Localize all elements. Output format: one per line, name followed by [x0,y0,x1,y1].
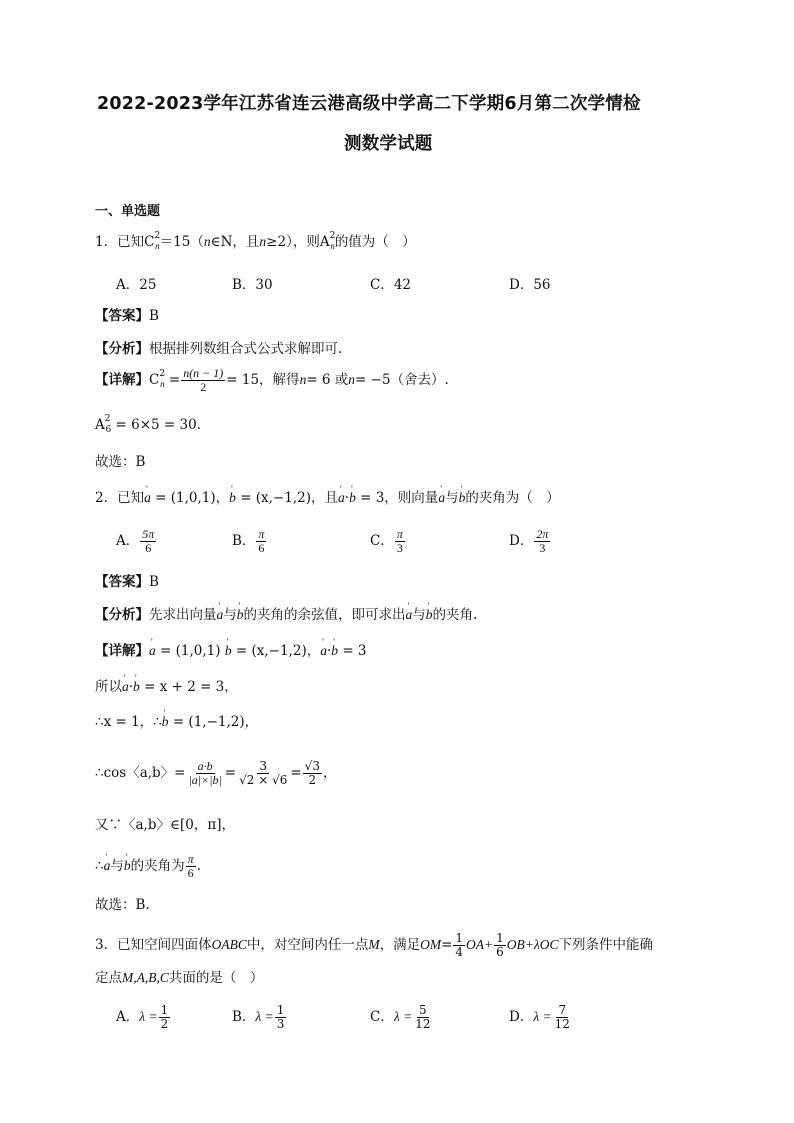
doc-title-line2: 测数学试题 [344,134,433,154]
q2-stem: 2．已知' a = (1,0,1)，' b = (x,−1,2)，且' a·' b = 3，则向量' a与' b的夹角为（ ） [95,489,560,507]
q2-step3: ∴cos〈a,b〉= $\frac{a\cdot b}{|a|\times|b|}$ = $\frac{3}{√2 \times √6}$ = $\frac{√3}{2}$ ， [95,759,337,787]
q1-detail-line2: $A^2_6 = 6\times 5 = 30$. [95,414,201,435]
doc-title-line1: 2022-2023学年江苏省连云港高级中学高二下学期6月第二次学情检 [97,94,641,114]
q2-option-d[interactable]: D． $\frac{2\pi}{3}$ [509,527,549,555]
q1-answer: 【答案】B [95,308,159,324]
q1-stem: 1．已知$C^2_n=15(n\in N$，且n≥2），则$A^2_n$的值为（ ） [95,231,416,251]
q1-detail: 【详解】$C^2_n$ = $\frac{n(n - 1)}{2}$ = 15，解得n= 6 或n= −5（舍去）. [95,366,449,394]
q1-option-b[interactable]: B．30 [232,277,273,293]
q2-step1: 所以' a·' b = x + 2 = 3， [95,678,238,696]
q2-answer: 【答案】B [95,574,159,590]
q2-step5: ∴' a与' b的夹角为 $\frac{\pi}{6}$ . [95,853,201,880]
q1-option-c[interactable]: C．42 [370,277,412,293]
q2-detail: 【详解】' a = (1,0,1) ' b = (x,−1,2)，' a·' b = 3 [95,642,367,660]
q3-option-a[interactable]: A．λ = $\frac{1}{2}$ [116,1003,169,1031]
q1-analysis: 【分析】根据排列数组合式公式求解即可. [95,341,343,357]
q1-conclusion: 故选：B [95,454,146,470]
q2-option-c[interactable]: C． $\frac{\pi}{3}$ [370,527,403,555]
section-heading: 一、单选题 [95,204,161,219]
q3-stem-line2: 定点M,A,B,C共面的是（ ） [95,970,264,986]
q1-option-a[interactable]: A．25 [116,277,157,293]
q3-stem: 3．已知空间四面体OABC中，对空间内任一点M，满足OM= $\frac{1}{4}$ OA+ $\frac{1}{6}$ OB+λOC下列条件中能确 [95,931,654,959]
q3-option-d[interactable]: D．λ = $\frac{7}{12}$ [509,1003,570,1031]
q2-step2: ∴x = 1，∴' b = (1,−1,2)， [95,713,258,731]
q2-conclusion: 故选：B. [95,897,150,913]
q2-option-b[interactable]: B． $\frac{\pi}{6}$ [232,527,265,555]
q2-step4: 又∵〈a,b〉∈[0，π]， [95,817,235,833]
q3-option-c[interactable]: C．λ = $\frac{5}{12}$ [370,1003,431,1031]
q1-option-d[interactable]: D．56 [509,277,551,293]
q2-option-a[interactable]: A． $\frac{5\pi}{6}$ [116,527,155,555]
q3-option-b[interactable]: B．λ = $\frac{1}{3}$ [232,1003,285,1031]
q2-analysis: 【分析】先求出向量' a与' b的夹角的余弦值，即可求出' a与' b的夹角. [95,606,477,624]
